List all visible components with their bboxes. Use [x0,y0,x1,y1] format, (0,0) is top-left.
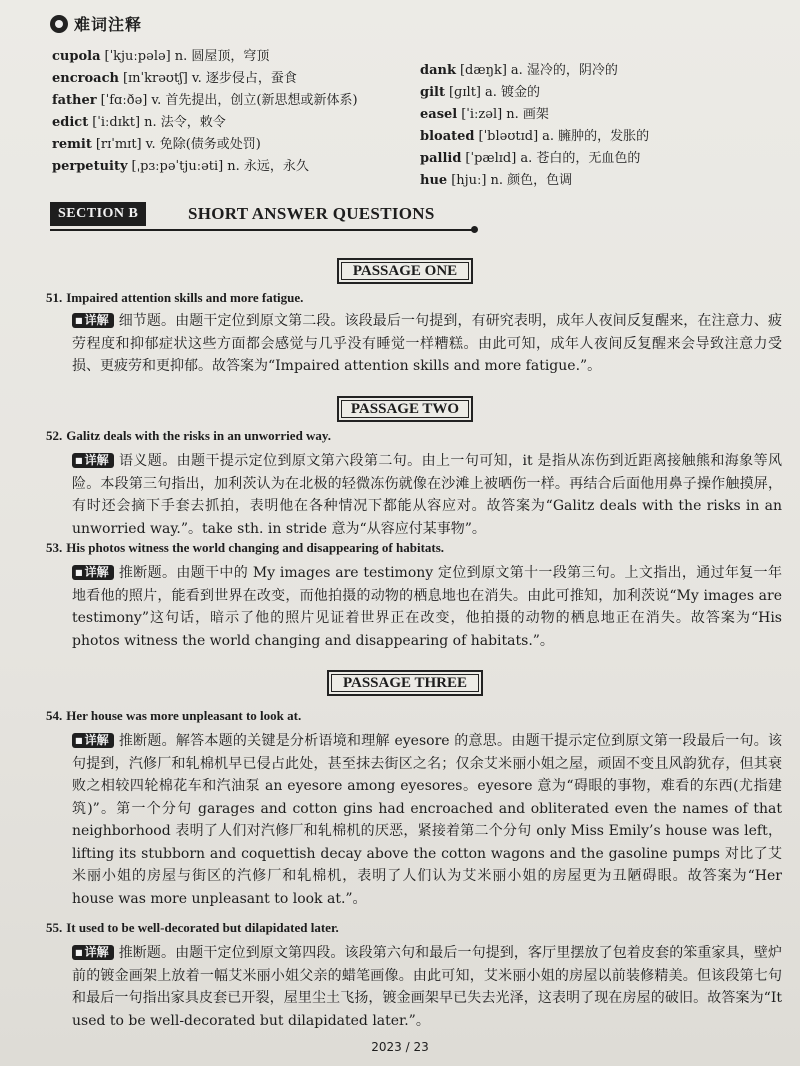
question-53 [46,540,444,556]
explain-tag: ■ 详解 [72,565,114,580]
vocab-phonetic: [ˈiːzəl] [461,107,503,122]
vocab-word: perpetuity [52,159,128,174]
explanation-text: 语义题。由题干提示定位到原文第六段第二句。由上一句可知，it 是指从冻伤到近距离接触熊和海象等风险。本段第三句指出，加利茨认为在北极的轻微冻伤就像在沙滩上被晒伤一样。再结合后面他用鼻子操作触摸屏，有时还会摘下手套去抓拍，表明他在各种情况下都能从容应对。故答案为“Galitz deals with the risks in an unworried way.”。take sth. in stride 意为“从容应付某事物”。 [72,453,782,537]
vocab-title: 难词注释 [74,15,143,34]
vocab-word: hue [420,173,448,188]
section-title: SHORT ANSWER QUESTIONS [188,204,435,223]
explanation-text: 推断题。由题干定位到原文第四段。该段第六句和最后一句提到，客厅里摆放了包着皮套的笨重家具，壁炉前的镀金画架上放着一幅艾米丽小姐父亲的蜡笔画像。由此可知，艾米丽小姐的房屋以前装修精美。但该段第七句和最后一句指出家具皮套已开裂，屋里尘土飞扬，镀金画架早已失去光泽，这表明了现在房屋的破旧。故答案为“It used to be well-decorated but dilapidated later.”。 [72,945,782,1029]
vocab-word: remit [52,137,92,152]
explanation-text: 细节题。由题干定位到原文第二段。该段最后一句提到，有研究表明，成年人夜间反复醒来，在注意力、疲劳程度和抑郁症状这些方面都会感觉与几乎没有睡觉一样糟糕。由此可知，成年人夜间反复醒来会导致注意力受损、更疲劳和更抑郁。故答案为“Impaired attention skills and more fatigue.”。 [72,313,782,374]
passage-three-heading: PASSAGE THREE [327,670,483,696]
vocab-definition: a. 湿冷的，阴冷的 [510,63,618,78]
vocab-entry [420,104,780,126]
question-52 [46,428,331,444]
explanation-54 [72,730,782,910]
explanation-52 [72,450,782,540]
vocab-word: gilt [420,85,445,100]
vocab-definition: a. 臃肿的，发胀的 [542,129,650,144]
section-header [50,202,475,230]
vocab-definition: v. 免除(债务或处罚) [145,137,261,152]
section-underline [50,229,475,231]
vocab-definition: a. 苍白的，无血色的 [520,151,641,166]
vocab-phonetic: [ˈiːdɪkt] [92,115,141,130]
vocab-list-left [52,46,412,178]
vocab-phonetic: [ˈpælɪd] [465,151,517,166]
vocab-definition: n. 圆屋顶，穹顶 [174,49,270,64]
vocab-entry [52,46,412,68]
passage-one-heading: PASSAGE ONE [337,258,473,284]
vocab-entry [52,68,412,90]
explanation-text: 推断题。由题干中的 My images are testimony 定位到原文第十一段第三句。上文指出，通过年复一年地看他的照片，能看到世界在改变，而他拍摄的动物的栖息地也在消失。由此可推知，加利茨说“My images are testimony”这句话，暗示了他的照片见证着世界正在改变，他拍摄的动物的栖息地正在消失。故答案为“His photos witness the world changing and disappearing of habitats.”。 [72,565,782,649]
section-dot [471,226,478,233]
question-answer: Her house was more unpleasant to look at. [66,708,302,723]
question-answer: Impaired attention skills and more fatigue. [66,290,304,305]
vocab-word: father [52,93,97,108]
vocab-phonetic: [hjuː] [451,173,487,188]
explanation-text: 推断题。解答本题的关键是分析语境和理解 eyesore 的意思。由题干提示定位到原文第一段最后一句。该句提到，汽修厂和轧棉机早已侵占此处，甚至抹去街区之名；仅余艾米丽小姐之屋，顽固不变且风韵犹存，但其衰败之相较四轮棉花车和汽油泵 an eyesore among eyesores。eyesore 意为“碍眼的事物，难看的东西(尤指建筑)”。第一个分句 garages and cotton gins had encroached and obliterated even the names of that neighborhood 表明了人们对汽修厂和轧棉机的厌恶，紧接着第二个分句 only Miss Emily’s house was left，lifting its stubborn and coquettish decay above the cotton wagons and the gasoline pumps 对比了艾米丽小姐的房屋与街区的汽修厂和轧棉机，表明了人们认为艾米丽小姐的房屋更为丑陋碍眼。故答案为“Her house was more unpleasant to look at.”。 [72,733,782,907]
question-answer: It used to be well-decorated but dilapidated later. [66,920,339,935]
vocab-definition: n. 法令，敕令 [144,115,226,130]
vocab-word: pallid [420,151,462,166]
question-answer: Galitz deals with the risks in an unworried way. [66,428,331,443]
section-label: SECTION B [50,202,146,226]
vocab-entry [420,60,780,82]
vocab-definition: n. 画架 [506,107,549,122]
question-number: 54. [46,708,63,723]
explanation-53 [72,562,782,652]
vocab-word: easel [420,107,458,122]
bullet-icon [50,15,68,33]
vocab-definition: v. 首先提出，创立(新思想或新体系) [151,93,358,108]
question-number: 53. [46,540,63,555]
vocab-word: cupola [52,49,101,64]
vocab-definition: a. 镀金的 [485,85,541,100]
vocab-word: edict [52,115,89,130]
vocab-entry [52,112,412,134]
vocab-phonetic: [ˈfɑːðə] [100,93,148,108]
vocab-phonetic: [dæŋk] [459,63,507,78]
question-number: 51. [46,290,63,305]
vocab-list-right [420,60,780,192]
vocab-definition: n. 永远，永久 [227,159,309,174]
explain-tag: ■ 详解 [72,733,114,748]
vocab-entry [420,148,780,170]
page-number: 2023 / 23 [371,1040,429,1054]
vocab-phonetic: [ˌpɜːpəˈtjuːəti] [131,159,224,174]
vocab-phonetic: [ɡɪlt] [448,85,481,100]
vocab-entry [52,90,412,112]
question-number: 52. [46,428,63,443]
vocab-entry [420,170,780,192]
vocab-phonetic: [ɪnˈkrəʊtʃ] [122,71,188,86]
vocab-entry [420,82,780,104]
explain-tag: ■ 详解 [72,453,114,468]
explain-tag: ■ 详解 [72,945,114,960]
vocab-definition: n. 颜色，色调 [490,173,573,188]
question-55 [46,920,339,936]
question-54 [46,708,301,724]
vocab-word: dank [420,63,456,78]
explanation-55 [72,942,782,1032]
vocab-entry [52,156,412,178]
vocab-header [50,12,142,35]
vocab-phonetic: [rɪˈmɪt] [95,137,142,152]
vocab-word: encroach [52,71,119,86]
question-number: 55. [46,920,63,935]
vocab-word: bloated [420,129,475,144]
vocab-entry [52,134,412,156]
vocab-definition: v. 逐步侵占，蚕食 [191,71,297,86]
question-51 [46,290,303,306]
explanation-51 [72,310,782,378]
vocab-phonetic: [ˈbləʊtɪd] [478,129,539,144]
question-answer: His photos witness the world changing and disappearing of habitats. [66,540,445,555]
passage-two-heading: PASSAGE TWO [337,396,473,422]
vocab-entry [420,126,780,148]
explain-tag: ■ 详解 [72,313,114,328]
vocab-phonetic: [ˈkjuːpələ] [104,49,171,64]
